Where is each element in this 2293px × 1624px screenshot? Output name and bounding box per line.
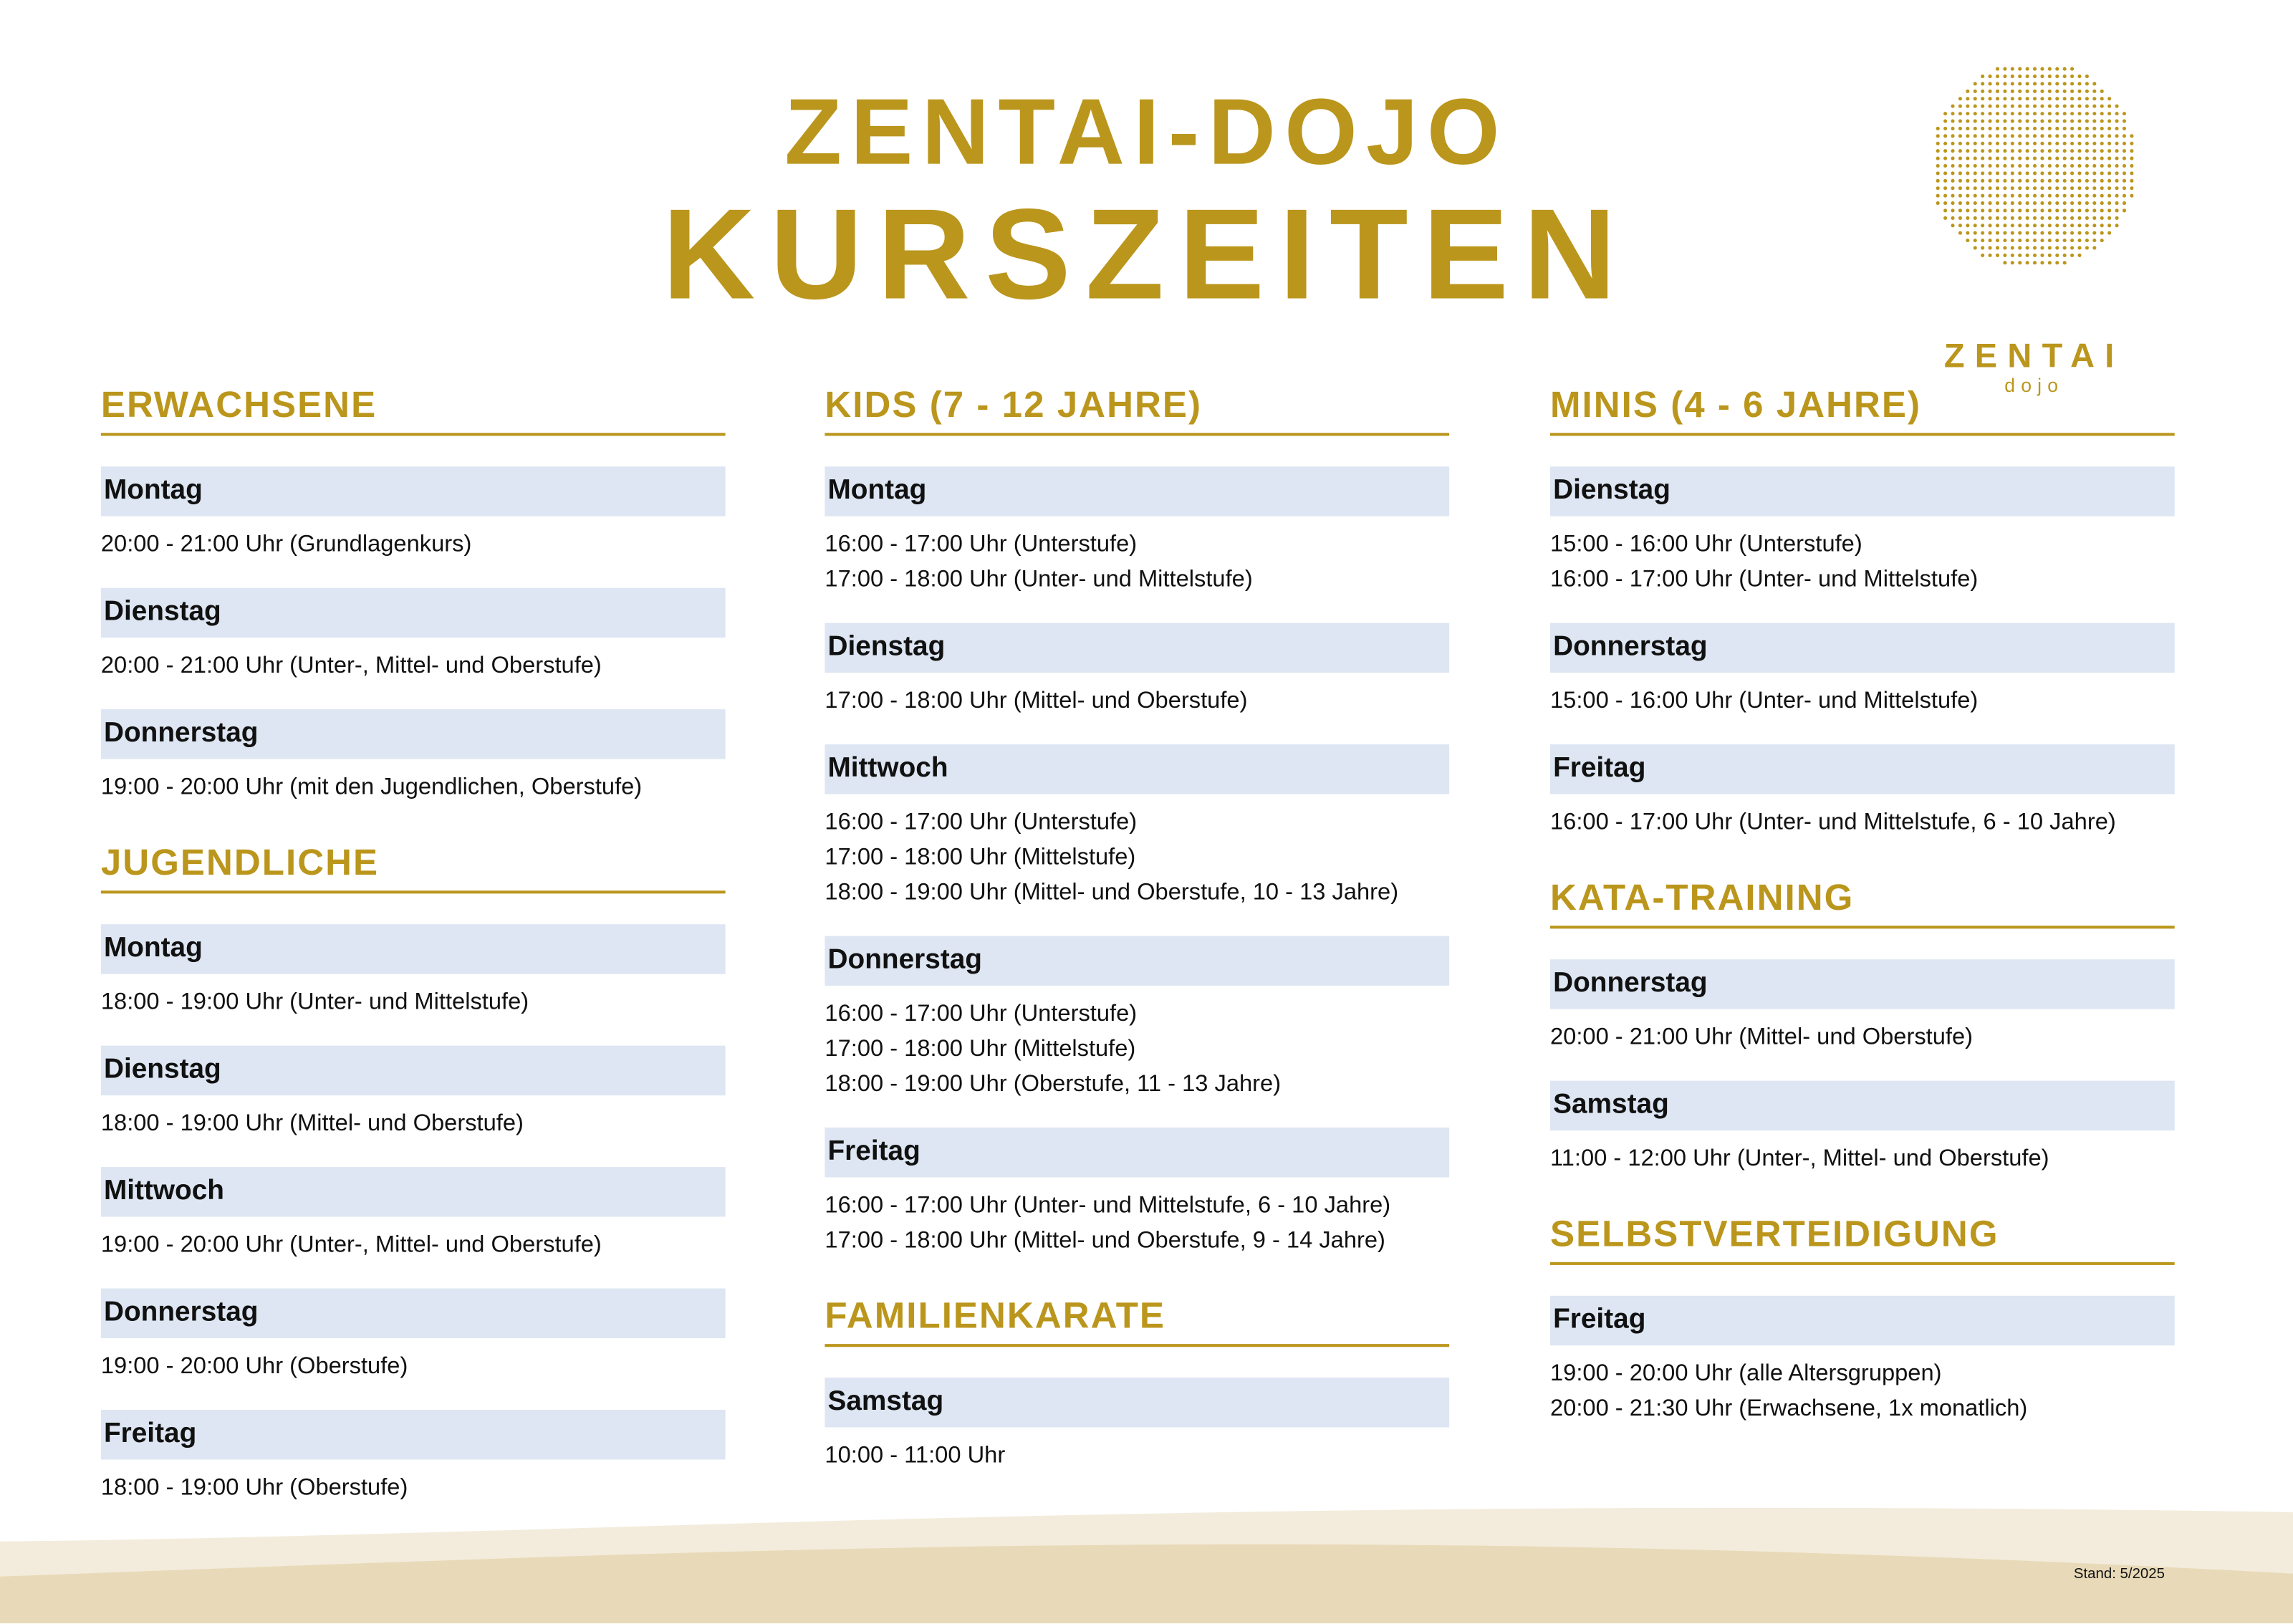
time-slot: 18:00 - 19:00 Uhr (Oberstufe)	[100, 1475, 408, 1501]
schedule-column-left	[101, 383, 726, 1507]
time-list	[101, 649, 726, 684]
section-heading: SELBSTVERTEIDIGUNG	[1550, 1212, 2175, 1264]
time-slot: 18:00 - 19:00 Uhr (Oberstufe, 11 - 13 Jahre)	[825, 1072, 1282, 1097]
day-block	[1550, 1296, 2175, 1428]
time-slot: 15:00 - 16:00 Uhr (Unter- und Mittelstufe)	[1549, 688, 1979, 714]
time-list	[825, 1439, 1449, 1474]
time-slot: 19:00 - 20:00 Uhr (mit den Jugendlichen, Oberstufe)	[100, 774, 643, 800]
time-slot: 17:00 - 18:00 Uhr (Mittel- und Oberstufe, 9 - 14 Jahre)	[825, 1228, 1385, 1254]
time-list	[101, 986, 726, 1021]
section-heading: FAMILIENKARATE	[825, 1294, 1449, 1347]
time-slot: 18:00 - 19:00 Uhr (Mittel- und Oberstufe)	[100, 1111, 524, 1137]
stand-date: Stand: 5/2025	[2073, 1566, 2165, 1582]
day-label: Dienstag	[1550, 466, 2175, 516]
time-slot: 18:00 - 19:00 Uhr (Mittel- und Oberstufe, 10 - 13 Jahre)	[825, 880, 1399, 905]
day-label: Dienstag	[825, 623, 1449, 673]
day-block	[825, 1378, 1449, 1474]
schedule-section	[1550, 1212, 2175, 1427]
time-list	[101, 1107, 726, 1142]
schedule-column-middle	[825, 383, 1449, 1474]
time-slot: 16:00 - 17:00 Uhr (Unterstufe)	[825, 532, 1138, 557]
time-slot: 20:00 - 21:00 Uhr (Grundlagenkurs)	[100, 532, 472, 557]
day-label: Freitag	[1550, 744, 2175, 794]
schedule-section	[1550, 876, 2175, 1178]
time-list	[1550, 684, 2175, 719]
day-label: Samstag	[825, 1378, 1449, 1427]
day-block	[101, 1167, 726, 1264]
time-list	[101, 528, 726, 563]
poster-title-dojo: ZENTAI-DOJO	[784, 79, 1509, 185]
section-heading: KIDS (7 - 12 JAHRE)	[825, 383, 1449, 436]
day-label: Montag	[101, 466, 726, 516]
section-heading: MINIS (4 - 6 JAHRE)	[1550, 383, 2175, 436]
schedule-section	[101, 841, 726, 1507]
poster-title-kurszeiten: KURSZEITEN	[662, 181, 1631, 327]
day-label: Donnerstag	[825, 936, 1449, 986]
time-list	[1550, 528, 2175, 598]
day-label: Freitag	[1550, 1296, 2175, 1345]
time-list	[825, 1189, 1449, 1259]
day-block	[101, 588, 726, 685]
logo-name: ZENTAI	[1943, 336, 2125, 375]
day-label: Freitag	[101, 1410, 726, 1459]
time-slot: 18:00 - 19:00 Uhr (Unter- und Mittelstufe)	[100, 990, 529, 1015]
day-block	[101, 1046, 726, 1143]
time-slot: 11:00 - 12:00 Uhr (Unter-, Mittel- und Oberstufe)	[1549, 1146, 2049, 1172]
footer-wave-decoration	[0, 1491, 2293, 1623]
time-slot: 17:00 - 18:00 Uhr (Mittelstufe)	[825, 1037, 1136, 1062]
day-label: Mittwoch	[101, 1167, 726, 1216]
time-slot: 16:00 - 17:00 Uhr (Unter- und Mittelstufe, 6 - 10 Jahre)	[825, 1193, 1391, 1219]
schedule-section	[101, 383, 726, 806]
day-label: Donnerstag	[101, 709, 726, 759]
schedule-section	[825, 1294, 1449, 1474]
time-slot: 20:00 - 21:30 Uhr (Erwachsene, 1x monatlich)	[1549, 1396, 2028, 1422]
time-slot: 17:00 - 18:00 Uhr (Mittel- und Oberstufe)	[825, 688, 1248, 714]
time-slot: 17:00 - 18:00 Uhr (Mittelstufe)	[825, 845, 1136, 870]
day-label: Donnerstag	[1550, 623, 2175, 673]
day-label: Samstag	[1550, 1081, 2175, 1130]
section-heading: ERWACHSENE	[101, 383, 726, 436]
day-block	[101, 709, 726, 806]
time-slot: 16:00 - 17:00 Uhr (Unterstufe)	[825, 1001, 1138, 1027]
time-list	[825, 806, 1449, 911]
time-list	[825, 684, 1449, 719]
day-block	[101, 1289, 726, 1385]
time-slot: 20:00 - 21:00 Uhr (Mittel- und Oberstufe)	[1549, 1025, 1974, 1050]
day-block	[1550, 744, 2175, 841]
time-slot: 19:00 - 20:00 Uhr (Oberstufe)	[100, 1354, 408, 1380]
time-list	[825, 997, 1449, 1102]
time-slot: 16:00 - 17:00 Uhr (Unterstufe)	[825, 809, 1138, 835]
time-slot: 17:00 - 18:00 Uhr (Unter- und Mittelstufe)	[825, 567, 1253, 592]
time-slot: 19:00 - 20:00 Uhr (Unter-, Mittel- und Oberstufe)	[100, 1232, 602, 1258]
schedule-column-right	[1550, 383, 2175, 1428]
day-block	[825, 1128, 1449, 1259]
day-label: Dienstag	[101, 1046, 726, 1095]
day-block	[101, 924, 726, 1021]
time-list	[101, 771, 726, 806]
dotted-circle-logo-icon	[1931, 59, 2138, 272]
day-block	[1550, 623, 2175, 720]
day-block	[1550, 466, 2175, 598]
day-label: Dienstag	[101, 588, 726, 638]
day-block	[101, 466, 726, 563]
time-list	[825, 528, 1449, 598]
zentai-logo	[1915, 56, 2153, 397]
section-heading: JUGENDLICHE	[101, 841, 726, 893]
day-block	[1550, 959, 2175, 1056]
time-list	[101, 1350, 726, 1385]
time-list	[1550, 806, 2175, 841]
time-slot: 19:00 - 20:00 Uhr (alle Altersgruppen)	[1549, 1361, 1942, 1387]
day-block	[825, 936, 1449, 1103]
time-list	[1550, 1358, 2175, 1428]
schedule-section	[825, 383, 1449, 1259]
time-list	[101, 1229, 726, 1264]
day-label: Mittwoch	[825, 744, 1449, 794]
day-label: Montag	[101, 924, 726, 974]
day-block	[825, 744, 1449, 911]
time-slot: 16:00 - 17:00 Uhr (Unter- und Mittelstufe, 6 - 10 Jahre)	[1549, 809, 2116, 835]
logo-subtitle: dojo	[2004, 374, 2064, 397]
day-label: Donnerstag	[1550, 959, 2175, 1009]
time-list	[1550, 1142, 2175, 1177]
time-slot: 15:00 - 16:00 Uhr (Unterstufe)	[1549, 532, 1862, 557]
time-list	[1550, 1021, 2175, 1056]
day-block	[825, 466, 1449, 598]
section-heading: KATA-TRAINING	[1550, 876, 2175, 928]
time-slot: 10:00 - 11:00 Uhr	[825, 1443, 1006, 1469]
day-block	[825, 623, 1449, 720]
time-slot: 16:00 - 17:00 Uhr (Unter- und Mittelstufe)	[1549, 567, 1979, 592]
day-label: Freitag	[825, 1128, 1449, 1177]
day-label: Donnerstag	[101, 1289, 726, 1338]
time-slot: 20:00 - 21:00 Uhr (Unter-, Mittel- und Oberstufe)	[100, 653, 602, 679]
day-label: Montag	[825, 466, 1449, 516]
day-block	[1550, 1081, 2175, 1178]
schedule-section	[1550, 383, 2175, 841]
